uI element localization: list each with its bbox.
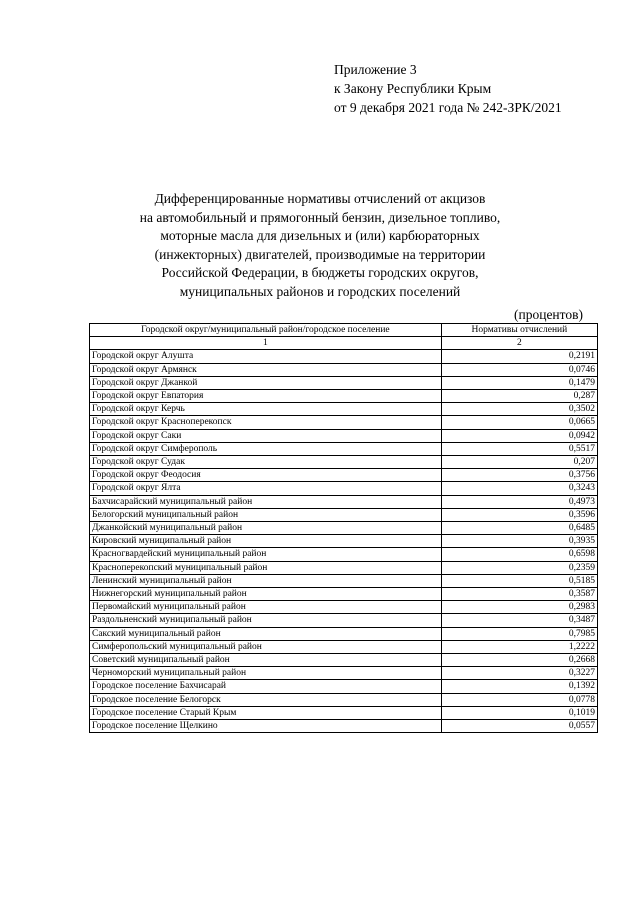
table-row	[90, 627, 598, 640]
norm-value: 0,1019	[441, 706, 597, 719]
table-row	[90, 403, 598, 416]
title-line: (инжекторных) двигателей, производимые на территории	[154, 246, 486, 262]
column-number: 2	[441, 337, 597, 350]
table-row	[90, 640, 598, 653]
municipality-name: Советский муниципальный район	[90, 654, 442, 667]
municipality-name: Симферопольский муниципальный район	[90, 640, 442, 653]
norm-value: 0,0778	[441, 693, 597, 706]
norm-value: 0,5517	[441, 442, 597, 455]
municipality-name: Кировский муниципальный район	[90, 535, 442, 548]
table-row	[90, 614, 598, 627]
municipality-name: Городской округ Ялта	[90, 482, 442, 495]
table-row	[90, 680, 598, 693]
table-row	[90, 706, 598, 719]
municipality-name: Городское поселение Щелкино	[90, 720, 442, 733]
norm-value: 0,6485	[441, 522, 597, 535]
table-row	[90, 429, 598, 442]
column-header-municipality: Городской округ/муниципальный район/городское поселение	[90, 324, 442, 337]
norm-value: 0,5185	[441, 574, 597, 587]
table-row	[90, 442, 598, 455]
norm-value: 0,3596	[441, 508, 597, 521]
municipality-name: Городской округ Керчь	[90, 403, 442, 416]
norm-value: 0,1392	[441, 680, 597, 693]
table-row	[90, 416, 598, 429]
document-title	[60, 190, 580, 301]
table-row	[90, 495, 598, 508]
column-number-row	[90, 337, 598, 350]
municipality-name: Красноперекопский муниципальный район	[90, 561, 442, 574]
table-row	[90, 574, 598, 587]
table-row	[90, 667, 598, 680]
municipality-name: Первомайский муниципальный район	[90, 601, 442, 614]
norm-value: 0,287	[441, 390, 597, 403]
appendix-law-reference: к Закону Республики Крым	[334, 81, 492, 96]
table-row	[90, 350, 598, 363]
table-row	[90, 363, 598, 376]
norm-value: 0,2191	[441, 350, 597, 363]
norm-value: 0,0557	[441, 720, 597, 733]
table-row	[90, 376, 598, 389]
municipality-name: Джанкойский муниципальный район	[90, 522, 442, 535]
municipality-name: Красногвардейский муниципальный район	[90, 548, 442, 561]
table-header-row	[90, 324, 598, 337]
municipality-name: Черноморский муниципальный район	[90, 667, 442, 680]
municipality-name: Городской округ Феодосия	[90, 469, 442, 482]
municipality-name: Ленинский муниципальный район	[90, 574, 442, 587]
norm-value: 0,3487	[441, 614, 597, 627]
unit-label: (процентов)	[514, 307, 584, 322]
norm-value: 0,3243	[441, 482, 597, 495]
municipality-name: Городской округ Судак	[90, 456, 442, 469]
municipality-name: Сакский муниципальный район	[90, 627, 442, 640]
municipality-name: Городской округ Симферополь	[90, 442, 442, 455]
title-line: на автомобильный и прямогонный бензин, дизельное топливо,	[139, 209, 501, 225]
table-row	[90, 561, 598, 574]
municipality-name: Городской округ Алушта	[90, 350, 442, 363]
title-line: Российской Федерации, в бюджеты городских округов,	[161, 265, 479, 280]
norm-value: 0,2983	[441, 601, 597, 614]
municipality-name: Городское поселение Белогорск	[90, 693, 442, 706]
title-line: Дифференцированные нормативы отчислений от акцизов	[154, 191, 486, 206]
norm-value: 0,3756	[441, 469, 597, 482]
norm-value: 0,3502	[441, 403, 597, 416]
table-row	[90, 508, 598, 521]
norm-value: 0,0942	[441, 429, 597, 442]
table-row	[90, 482, 598, 495]
municipality-name: Бахчисарайский муниципальный район	[90, 495, 442, 508]
municipality-name: Городское поселение Старый Крым	[90, 706, 442, 719]
municipality-name: Городской округ Красноперекопск	[90, 416, 442, 429]
norm-value: 0,2359	[441, 561, 597, 574]
table-row	[90, 535, 598, 548]
column-number: 1	[90, 337, 442, 350]
table-row	[90, 654, 598, 667]
norm-value: 0,7985	[441, 627, 597, 640]
municipality-name: Раздольненский муниципальный район	[90, 614, 442, 627]
norms-table	[89, 323, 598, 733]
norm-value: 0,3227	[441, 667, 597, 680]
table-row	[90, 588, 598, 601]
norm-value: 0,3587	[441, 588, 597, 601]
municipality-name: Городской округ Саки	[90, 429, 442, 442]
table-body	[90, 350, 598, 733]
norm-value: 0,3935	[441, 535, 597, 548]
table-row	[90, 456, 598, 469]
appendix-block	[334, 60, 562, 117]
table-row	[90, 693, 598, 706]
norm-value: 0,2668	[441, 654, 597, 667]
table-row	[90, 601, 598, 614]
norm-value: 0,6598	[441, 548, 597, 561]
municipality-name: Городской округ Армянск	[90, 363, 442, 376]
norm-value: 1,2222	[441, 640, 597, 653]
column-header-norms: Нормативы отчислений	[441, 324, 597, 337]
norm-value: 0,4973	[441, 495, 597, 508]
municipality-name: Городской округ Джанкой	[90, 376, 442, 389]
table-row	[90, 522, 598, 535]
norm-value: 0,207	[441, 456, 597, 469]
title-line: моторные масла для дизельных и (или) карбюраторных	[160, 228, 480, 243]
title-line: муниципальных районов и городских поселений	[179, 283, 461, 299]
table-row	[90, 720, 598, 733]
norm-value: 0,0746	[441, 363, 597, 376]
appendix-law-date: от 9 декабря 2021 года № 242-ЗРК/2021	[334, 100, 562, 115]
table-row	[90, 390, 598, 403]
municipality-name: Белогорский муниципальный район	[90, 508, 442, 521]
municipality-name: Городское поселение Бахчисарай	[90, 680, 442, 693]
municipality-name: Городской округ Евпатория	[90, 390, 442, 403]
table-row	[90, 469, 598, 482]
municipality-name: Нижнегорский муниципальный район	[90, 588, 442, 601]
table-row	[90, 548, 598, 561]
norm-value: 0,1479	[441, 376, 597, 389]
appendix-number: Приложение 3	[334, 62, 417, 77]
norm-value: 0,0665	[441, 416, 597, 429]
